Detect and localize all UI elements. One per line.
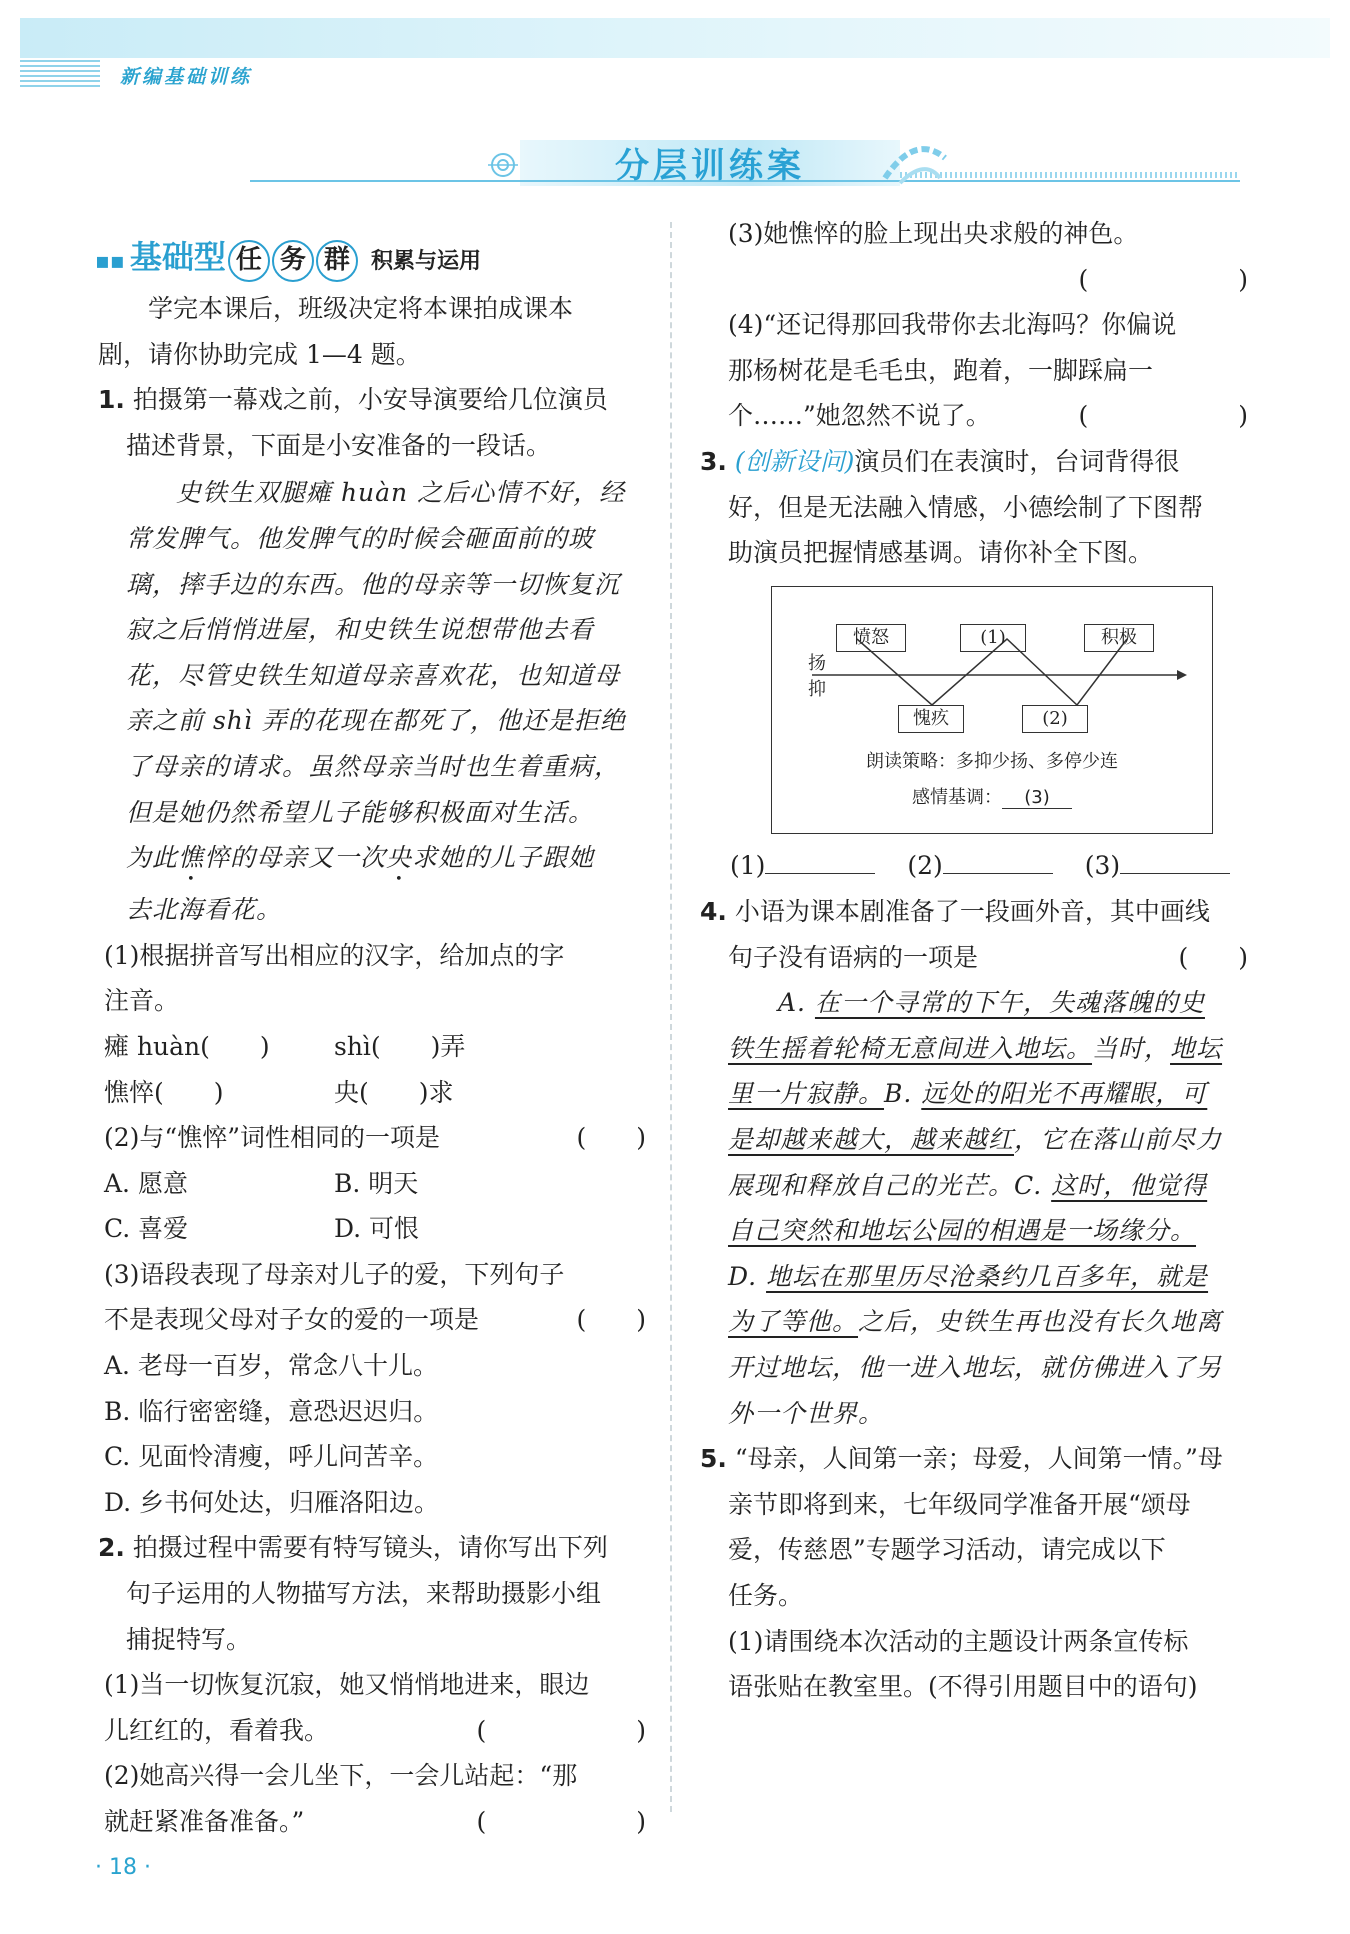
box-blank-1[interactable]: (1) xyxy=(960,624,1026,652)
q4-passage xyxy=(700,980,1248,1436)
passage-line: 常发脾气。他发脾气的时候会砸面前的玻 xyxy=(126,523,595,553)
q3-stem-line: 助演员把握情感基调。请你补全下图。 xyxy=(728,538,1154,568)
left-column xyxy=(98,286,646,1845)
q4-line xyxy=(728,1117,1248,1163)
q2-stem-line: 捕捉特写。 xyxy=(126,1624,252,1654)
q2-stem xyxy=(98,1525,646,1571)
q2-item-line: 儿红红的，看着我。 xyxy=(104,1715,330,1745)
q2-item-line: 就赶紧准备准备。” xyxy=(104,1807,305,1836)
answer-blank-1[interactable] xyxy=(765,849,875,874)
q1-stem-line: 描述背景，下面是小安准备的一段话。 xyxy=(126,430,552,460)
circled-char: 群 xyxy=(316,240,358,282)
q2-number: 2. xyxy=(98,1533,125,1563)
intro-line: 学完本课后，班级决定将本课拍成课本 xyxy=(148,294,574,323)
answer-paren[interactable]: ( ) xyxy=(576,1305,646,1335)
tone-label: 感情基调： xyxy=(912,787,1002,808)
q2-item xyxy=(98,1662,646,1753)
passage-line xyxy=(126,835,646,887)
passage-line: 亲之前 shì 弄的花现在都死了，他还是拒绝 xyxy=(126,706,626,736)
passage-line: 去北海看花。 xyxy=(126,895,283,925)
q2-item-line: (1)当一切恢复沉寂，她又悄悄地进来，眼边 xyxy=(104,1670,590,1700)
answer-paren[interactable]: ( ) xyxy=(1178,942,1248,972)
q4-line xyxy=(728,1299,1248,1345)
underlined-text: 远处的阳光不再耀眼，可 xyxy=(921,1079,1208,1109)
q1-sub2-options xyxy=(98,1161,646,1252)
reading-strategy: 朗读策略：多抑少扬、多停少连 xyxy=(866,751,1118,772)
box-positive: 积极 xyxy=(1084,624,1154,652)
answer-paren[interactable]: ( ) xyxy=(576,1123,646,1153)
q3-stem-line: 好，但是无法融入情感，小德绘制了下图帮 xyxy=(728,492,1204,522)
box-blank-2[interactable]: (2) xyxy=(1022,705,1088,733)
q1-sub1-line: (1)根据拼音写出相应的汉字，给加点的字 xyxy=(104,940,565,970)
q4-line: 外一个世界。 xyxy=(728,1398,885,1428)
q2-item xyxy=(700,211,1248,302)
q5-stem-line: “母亲，人间第一亲；母爱，人间第一情。”母 xyxy=(734,1444,1223,1474)
answer-label: (1) xyxy=(730,851,766,880)
header-stripes xyxy=(20,60,100,90)
q4-number: 4. xyxy=(700,897,727,926)
text: 展现和释放自己的光芒。C. xyxy=(728,1170,1052,1200)
option[interactable]: B. 临行密密缝，意恐迟迟归。 xyxy=(104,1396,439,1426)
brand-title: 新编基础训练 xyxy=(120,66,253,88)
answer-paren[interactable]: ( ) xyxy=(476,1715,646,1745)
q3-tag: (创新设问) xyxy=(734,446,855,476)
passage-line: 了母亲的请求。虽然母亲当时也生着重病， xyxy=(126,751,621,781)
axis-label-down: 抑 xyxy=(808,679,826,700)
axis-arrow-icon xyxy=(1177,670,1187,680)
q2-item-line: 个……”她忽然不说了。 xyxy=(728,401,991,431)
title-dots xyxy=(900,172,1240,178)
q5-stem-line: 爱，传慈恩”专题学习活动，请完成以下 xyxy=(728,1535,1166,1565)
q5-stem xyxy=(700,1436,1248,1482)
underlined-text: 这时，他觉得 xyxy=(1051,1170,1208,1200)
q5-stem-line: 亲节即将到来，七年级同学准备开展“颂母 xyxy=(728,1489,1191,1519)
q2-item-line: (3)她憔悴的脸上现出央求般的神色。 xyxy=(728,219,1139,248)
q3-stem xyxy=(700,439,1248,485)
section-title: 基础型 xyxy=(129,238,226,276)
q4-stem xyxy=(700,889,1248,935)
emotion-diagram xyxy=(771,586,1213,834)
q2-item xyxy=(98,1753,646,1844)
option[interactable]: A. 老母一百岁，常念八十儿。 xyxy=(104,1351,438,1381)
text: 之后，史铁生再也没有长久地离 xyxy=(858,1307,1223,1337)
section-heading xyxy=(95,232,481,282)
tone-blank[interactable]: (3) xyxy=(1002,787,1072,809)
header-band xyxy=(20,18,1330,58)
text: 悴的母亲又一次 xyxy=(204,843,387,873)
q1-sub2-text: (2)与“憔悴”词性相同的一项是 xyxy=(104,1123,440,1153)
q5-sub1-line: (1)请围绕本次活动的主题设计两条宣传标 xyxy=(728,1626,1189,1656)
q1-stem xyxy=(98,377,646,423)
answer-blank-2[interactable] xyxy=(943,849,1053,874)
q1-stem-line: 拍摄第一幕戏之前，小安导演要给几位演员 xyxy=(132,385,608,415)
q3-stem-line: 演员们在表演时，台词背得很 xyxy=(854,446,1180,476)
box-guilt: 愧疚 xyxy=(898,705,964,733)
q4-line: 开过地坛，他一进入地坛，就仿佛进入了另 xyxy=(728,1352,1223,1382)
fill-item[interactable]: 憔悴( ) xyxy=(104,1077,224,1107)
dotted-char: 央 xyxy=(386,843,413,873)
q4-line xyxy=(728,980,1248,1026)
option[interactable]: D. 乡书何处达，归雁洛阳边。 xyxy=(104,1487,440,1517)
q4-line xyxy=(728,1026,1248,1072)
target-icon xyxy=(488,150,518,180)
q2-stem-line: 拍摄过程中需要有特写镜头，请你写出下列 xyxy=(132,1533,608,1563)
answer-paren[interactable]: ( ) xyxy=(1078,401,1248,431)
q4-line xyxy=(728,1071,1248,1117)
underlined-text: 为了等他。 xyxy=(728,1307,859,1337)
q3-number: 3. xyxy=(700,446,727,476)
q1-sub1 xyxy=(98,933,646,1024)
underlined-text: 地坛 xyxy=(1170,1033,1223,1063)
passage-line: 但是她仍然希望儿子能够积极面对生活。 xyxy=(126,797,595,827)
swirl-decoration-icon xyxy=(880,138,950,188)
underlined-text: 铁生摇着轮椅无意间进入地坛。 xyxy=(728,1033,1093,1063)
axis-label-up: 扬 xyxy=(808,653,826,674)
option[interactable]: B. 明天 xyxy=(334,1168,419,1198)
underlined-text: 地坛在那里历尽沧桑约几百多年，就是 xyxy=(766,1261,1209,1291)
box-anger: 愤怒 xyxy=(836,624,906,652)
page-number: · 18 · xyxy=(95,1855,151,1880)
bullet-icon: ▪▪ xyxy=(95,249,125,274)
q4-line xyxy=(728,1254,1248,1300)
q3-answers xyxy=(730,843,1250,889)
q1-passage xyxy=(98,470,646,932)
text: 为此 xyxy=(126,843,179,873)
fill-item[interactable]: 瘫 huàn( ) xyxy=(104,1031,270,1061)
underlined-text: 自己突然和地坛公园的相遇是一场缘分。 xyxy=(728,1216,1197,1246)
q1-number: 1. xyxy=(98,385,125,415)
q4-stem-line: 小语为课本剧准备了一段画外音，其中画线 xyxy=(734,897,1210,926)
passage-line: 璃，摔手边的东西。他的母亲等一切恢复沉 xyxy=(126,569,621,599)
q1-sub1-line: 注音。 xyxy=(104,986,180,1016)
underlined-text: 在一个寻常的下午，失魂落魄的史 xyxy=(814,988,1205,1018)
q2-item-line: 那杨树花是毛毛虫，跑着，一脚踩扁一 xyxy=(728,355,1154,385)
circled-char: 务 xyxy=(272,240,314,282)
text: ，它在落山前尽力 xyxy=(1014,1124,1223,1154)
text: 当时， xyxy=(1092,1033,1171,1063)
q2-item xyxy=(700,302,1248,439)
passage-line: 花，尽管史铁生知道母亲喜欢花，也知道母 xyxy=(126,660,621,690)
option[interactable]: C. 喜爱 xyxy=(104,1214,189,1244)
q4-line xyxy=(728,1208,1248,1254)
q5-stem-line: 任务。 xyxy=(728,1580,804,1610)
text: D. xyxy=(728,1261,767,1291)
q2-stem-line: 句子运用的人物描写方法，来帮助摄影小组 xyxy=(126,1579,602,1609)
option[interactable]: A. 愿意 xyxy=(104,1168,188,1198)
answer-label: (3) xyxy=(1084,851,1121,880)
fill-item[interactable]: 央( )求 xyxy=(334,1077,454,1107)
answer-blank-3[interactable] xyxy=(1120,849,1230,874)
column-divider xyxy=(670,222,672,1812)
q5-number: 5. xyxy=(700,1444,727,1474)
text: 求她的儿子跟她 xyxy=(412,843,595,873)
circled-char: 任 xyxy=(228,240,270,282)
page-title: 分层训练案 xyxy=(615,146,805,186)
page-number-value: 18 xyxy=(109,1855,137,1880)
underlined-text: 是却越来越大，越来越红 xyxy=(728,1124,1015,1154)
right-column xyxy=(700,211,1248,576)
answer-paren[interactable]: ( ) xyxy=(476,1807,646,1836)
text: B. xyxy=(884,1079,922,1109)
q1-sub3-line: 不是表现父母对子女的爱的一项是 xyxy=(104,1305,480,1335)
underlined-text: 里一片寂静。 xyxy=(728,1079,885,1109)
passage-line: 寂之后悄悄进屋，和史铁生说想带他去看 xyxy=(126,615,595,645)
q1-fill-rows xyxy=(98,1024,646,1115)
tone-row xyxy=(772,783,1212,809)
q4-stem-line xyxy=(700,935,1248,981)
text: A. xyxy=(778,988,815,1018)
q1-sub2 xyxy=(98,1115,646,1161)
q4-line xyxy=(728,1163,1248,1209)
intro-line: 剧，请你协助完成 1—4 题。 xyxy=(98,339,421,369)
q2-item-line: (4)“还记得那回我带你去北海吗？你偏说 xyxy=(728,310,1177,340)
fill-item[interactable]: shì( )弄 xyxy=(334,1031,466,1061)
right-column-lower xyxy=(700,889,1248,1710)
q5-sub1-line: 语张贴在教室里。(不得引用题目中的语句) xyxy=(728,1672,1198,1702)
answer-label: (2) xyxy=(907,851,943,880)
section-subtitle: 积累与运用 xyxy=(371,249,482,274)
answer-paren[interactable]: ( ) xyxy=(1078,264,1248,294)
option[interactable]: C. 见面怜清瘦，呼儿问苦辛。 xyxy=(104,1442,439,1472)
option[interactable]: D. 可恨 xyxy=(334,1214,420,1244)
dotted-char: 憔 xyxy=(178,843,205,873)
q1-sub3 xyxy=(98,1252,646,1526)
passage-line: 史铁生双腿瘫 huàn 之后心情不好，经 xyxy=(176,478,626,508)
q2-item-line: (2)她高兴得一会儿坐下，一会儿站起：“那 xyxy=(104,1761,578,1791)
q1-sub3-line: (3)语段表现了母亲对儿子的爱，下列句子 xyxy=(104,1259,565,1289)
text: 句子没有语病的一项是 xyxy=(728,942,979,972)
